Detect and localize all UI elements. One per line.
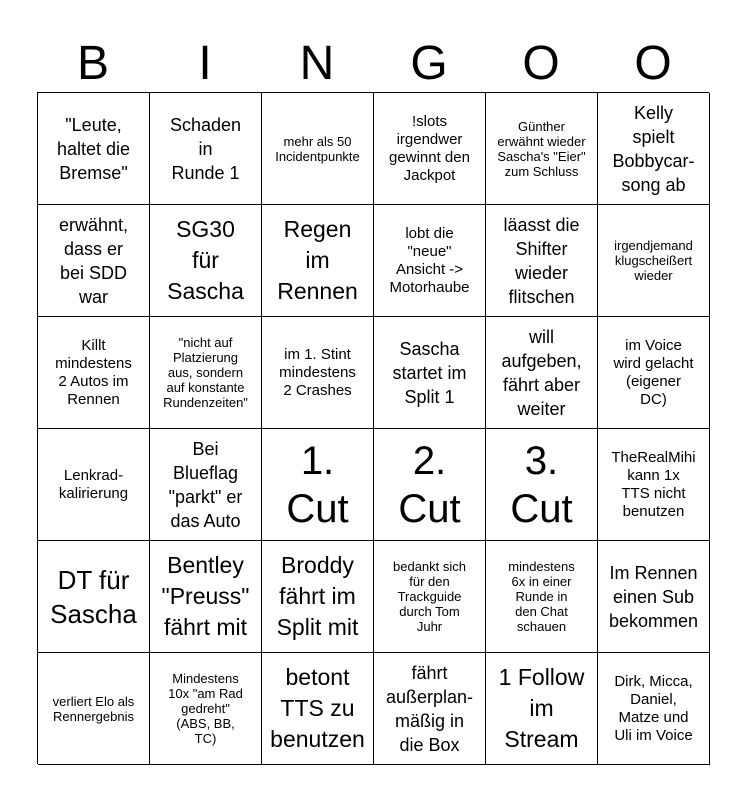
bingo-cell-r2c3[interactable]	[262, 205, 374, 317]
bingo-cell-r5c5[interactable]	[486, 541, 598, 653]
bingo-cell-r5c3[interactable]	[262, 541, 374, 653]
bingo-cell-r1c6[interactable]	[598, 93, 710, 205]
bingo-cell-text: Bei Blueflag "parkt" er das Auto	[168, 438, 243, 531]
header-letter-b: B	[76, 37, 109, 90]
bingo-cell-r3c4[interactable]	[374, 317, 486, 429]
bingo-cell-text: Schaden in Runde 1	[169, 114, 242, 183]
bingo-cell-r4c5[interactable]	[486, 429, 598, 541]
bingo-header	[37, 36, 709, 92]
bingo-cell-text: irgendjemand klugscheißert wieder	[614, 238, 693, 283]
bingo-cell-r2c4[interactable]	[374, 205, 486, 317]
bingo-board	[37, 92, 709, 764]
bingo-cell-text: Broddy fährt im Split mit	[276, 552, 359, 640]
bingo-cell-r4c4[interactable]	[374, 429, 486, 541]
bingo-cell-text: Kelly spielt Bobbycar- song ab	[612, 102, 695, 195]
bingo-cell-text: 2. Cut	[398, 438, 461, 531]
bingo-cell-text: Im Rennen einen Sub bekommen	[608, 562, 699, 631]
bingo-cell-r1c5[interactable]	[486, 93, 598, 205]
bingo-cell-r2c6[interactable]	[598, 205, 710, 317]
bingo-cell-r6c6[interactable]	[598, 653, 710, 765]
bingo-cell-text: fährt außerplan- mäßig in die Box	[385, 662, 474, 755]
bingo-cell-text: Günther erwähnt wieder Sascha's "Eier" zum Schluss	[497, 118, 586, 179]
bingo-cell-r6c1[interactable]	[38, 653, 150, 765]
bingo-cell-text: SG30 für Sascha	[167, 216, 244, 304]
bingo-cell-text: mehr als 50 Incidentpunkte	[275, 133, 360, 164]
bingo-cell-text: !slots irgendwer gewinnt den Jackpot	[389, 112, 470, 184]
bingo-cell-r2c2[interactable]	[150, 205, 262, 317]
bingo-cell-r5c4[interactable]	[374, 541, 486, 653]
bingo-cell-r2c5[interactable]	[486, 205, 598, 317]
bingo-cell-r3c6[interactable]	[598, 317, 710, 429]
bingo-cell-r2c1[interactable]	[38, 205, 150, 317]
bingo-cell-text: Mindestens 10x "am Rad gedreht" (ABS, BB, TC)	[168, 671, 243, 746]
bingo-cell-r3c2[interactable]	[150, 317, 262, 429]
header-letter-n: N	[299, 37, 335, 90]
bingo-cell-r1c3[interactable]	[262, 93, 374, 205]
bingo-cell-text: Killt mindestens 2 Autos im Rennen	[55, 336, 132, 408]
bingo-cell-r5c1[interactable]	[38, 541, 150, 653]
bingo-cell-text: "nicht auf Platzierung aus, sondern auf konstante Rundenzeiten"	[163, 335, 248, 410]
bingo-cell-text: TheRealMihi kann 1x TTS nicht benutzen	[611, 448, 696, 520]
header-letter-o-2: O	[634, 37, 672, 90]
bingo-cell-text: Lenkrad- kalirierung	[58, 466, 129, 502]
bingo-cell-r6c4[interactable]	[374, 653, 486, 765]
bingo-cell-text: 1. Cut	[286, 438, 349, 531]
bingo-cell-text: läasst die Shifter wieder flitschen	[503, 214, 580, 307]
bingo-cell-r4c6[interactable]	[598, 429, 710, 541]
bingo-cell-text: lobt die "neue" Ansicht -> Motorhaube	[389, 224, 470, 296]
bingo-cell-text: Bentley "Preuss" fährt mit	[161, 552, 250, 640]
bingo-cell-text: im 1. Stint mindestens 2 Crashes	[279, 345, 356, 399]
bingo-cell-r1c1[interactable]	[38, 93, 150, 205]
bingo-cell-text: DT für Sascha	[50, 564, 137, 629]
bingo-cell-r3c5[interactable]	[486, 317, 598, 429]
bingo-cell-r4c2[interactable]	[150, 429, 262, 541]
bingo-cell-r5c2[interactable]	[150, 541, 262, 653]
bingo-cell-text: bedankt sich für den Trackguide durch Tom Juhr	[393, 559, 466, 634]
header-letter-o-1: O	[522, 37, 560, 90]
bingo-cell-r3c1[interactable]	[38, 317, 150, 429]
bingo-cell-r4c3[interactable]	[262, 429, 374, 541]
bingo-cell-r4c1[interactable]	[38, 429, 150, 541]
bingo-cell-text: will aufgeben, fährt aber weiter	[501, 326, 582, 419]
bingo-cell-text: Regen im Rennen	[277, 216, 358, 304]
bingo-cell-text: verliert Elo als Rennergebnis	[52, 693, 135, 724]
bingo-cell-r3c3[interactable]	[262, 317, 374, 429]
bingo-cell-text: Dirk, Micca, Daniel, Matze und Uli im Voice	[614, 672, 693, 744]
bingo-cell-text: Sascha startet im Split 1	[392, 338, 467, 407]
header-letter-g: G	[410, 37, 448, 90]
bingo-cell-r6c3[interactable]	[262, 653, 374, 765]
bingo-cell-text: "Leute, haltet die Bremse"	[56, 114, 131, 183]
bingo-cell-text: mindestens 6x in einer Runde in den Chat schauen	[508, 559, 575, 634]
bingo-cell-r1c4[interactable]	[374, 93, 486, 205]
bingo-cell-r6c2[interactable]	[150, 653, 262, 765]
header-letter-i: I	[198, 37, 212, 90]
bingo-cell-text: im Voice wird gelacht (eigener DC)	[613, 336, 694, 408]
bingo-cell-r5c6[interactable]	[598, 541, 710, 653]
bingo-cell-text: erwähnt, dass er bei SDD war	[58, 214, 129, 307]
bingo-cell-text: 3. Cut	[510, 438, 573, 531]
bingo-cell-text: 1 Follow im Stream	[498, 664, 585, 752]
bingo-cell-r6c5[interactable]	[486, 653, 598, 765]
bingo-cell-r1c2[interactable]	[150, 93, 262, 205]
bingo-cell-text: betont TTS zu benutzen	[270, 664, 365, 752]
